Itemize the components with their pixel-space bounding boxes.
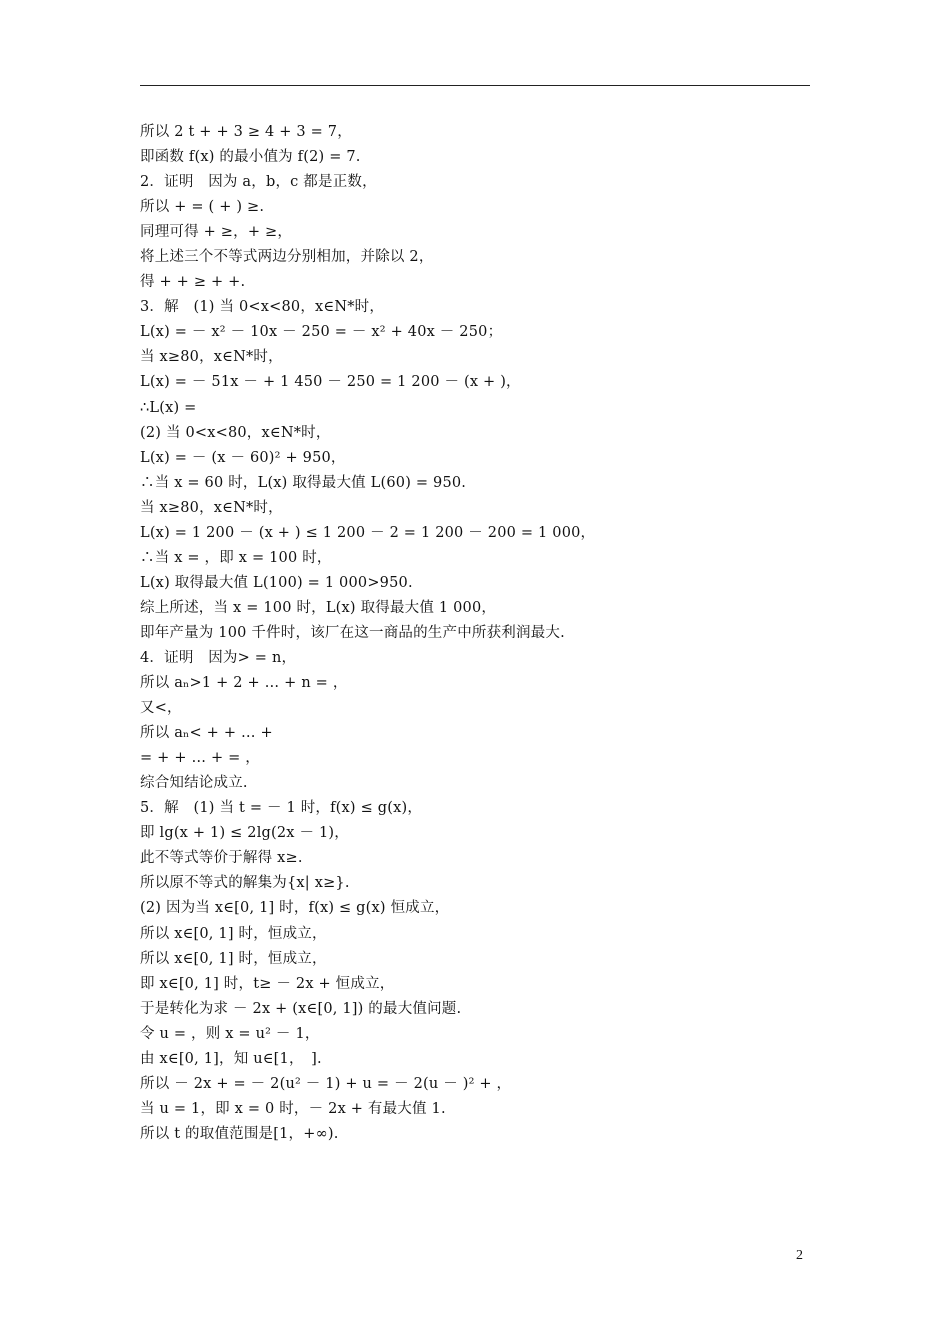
- text-line: 2．证明 因为 a，b，c 都是正数，: [140, 174, 377, 191]
- text-line: 同理可得 + ≥，+ ≥，: [140, 224, 293, 241]
- text-line: 即 lg(x + 1) ≤ 2lg(2x － 1)，: [140, 825, 349, 842]
- text-line: 即年产量为 100 千件时，该厂在这一商品的生产中所获利润最大.: [140, 624, 565, 641]
- text-line: 所以 + = ( + ) ≥.: [140, 199, 265, 216]
- text-line: 所以 － 2x + = － 2(u² － 1) + u = － 2(u － )² + ，: [140, 1075, 512, 1092]
- text-line: 所以 x∈[0, 1] 时，恒成立，: [140, 925, 327, 942]
- text-line: L(x) = － 51x － + 1 450 － 250 = 1 200 － (x + )，: [140, 374, 521, 391]
- text-line: 将上述三个不等式两边分别相加，并除以 2，: [140, 249, 434, 266]
- text-line: 令 u = ，则 x = u² － 1，: [140, 1025, 320, 1042]
- text-line: 4．证明 因为> = n，: [140, 649, 297, 666]
- text-line: 3．解 (1) 当 0<x<80，x∈N*时，: [140, 299, 385, 316]
- text-line: 所以 x∈[0, 1] 时，恒成立，: [140, 950, 327, 967]
- text-line: L(x) 取得最大值 L(100) = 1 000>950.: [140, 574, 413, 591]
- text-line: L(x) = － x² － 10x － 250 = － x² + 40x － 250；: [140, 324, 503, 341]
- text-line: 综上所述，当 x = 100 时，L(x) 取得最大值 1 000，: [140, 599, 497, 616]
- page-number: 2: [796, 1248, 803, 1263]
- text-line: 由 x∈[0, 1]，知 u∈[1， ].: [140, 1050, 322, 1067]
- text-line: ∴L(x) =: [140, 399, 197, 416]
- text-line: 又<，: [140, 700, 182, 717]
- text-line: 所以 t 的取值范围是[1，+∞).: [140, 1125, 339, 1142]
- text-line: ∴当 x = ，即 x = 100 时，: [140, 549, 332, 566]
- text-line: 此不等式等价于解得 x≥.: [140, 850, 303, 867]
- text-line: L(x) = 1 200 － (x + ) ≤ 1 200 － 2 = 1 200 － 200 = 1 000，: [140, 524, 596, 541]
- text-line: ∴当 x = 60 时，L(x) 取得最大值 L(60) = 950.: [140, 474, 467, 491]
- text-line: L(x) = － (x － 60)² + 950，: [140, 449, 346, 466]
- text-line: 于是转化为求 － 2x + (x∈[0, 1]) 的最大值问题.: [140, 1000, 462, 1017]
- text-line: 所以 aₙ< + + … +: [140, 725, 273, 742]
- text-line: 当 u = 1，即 x = 0 时，－ 2x + 有最大值 1.: [140, 1100, 446, 1117]
- document-body: [140, 120, 820, 1147]
- text-line: 5．解 (1) 当 t = － 1 时，f(x) ≤ g(x)，: [140, 800, 423, 817]
- text-line: 所以 2 t + + 3 ≥ 4 + 3 = 7，: [140, 124, 352, 140]
- text-line: (2) 当 0<x<80，x∈N*时，: [140, 424, 331, 441]
- header-rule: [140, 85, 810, 86]
- text-line: 所以 aₙ>1 + 2 + … + n = ，: [140, 675, 348, 692]
- text-line: 得 + + ≥ + +.: [140, 274, 246, 291]
- text-line: = + + … + = ，: [140, 750, 261, 767]
- text-line: 即函数 f(x) 的最小值为 f(2) = 7.: [140, 149, 361, 166]
- text-line: (2) 因为当 x∈[0, 1] 时，f(x) ≤ g(x) 恒成立，: [140, 900, 450, 917]
- text-line: 综合知结论成立.: [140, 775, 248, 792]
- text-line: 当 x≥80，x∈N*时，: [140, 349, 283, 366]
- text-line: 当 x≥80，x∈N*时，: [140, 499, 283, 516]
- text-line: 所以原不等式的解集为{x| x≥}.: [140, 875, 350, 892]
- text-line: 即 x∈[0, 1] 时，t≥ － 2x + 恒成立，: [140, 975, 395, 992]
